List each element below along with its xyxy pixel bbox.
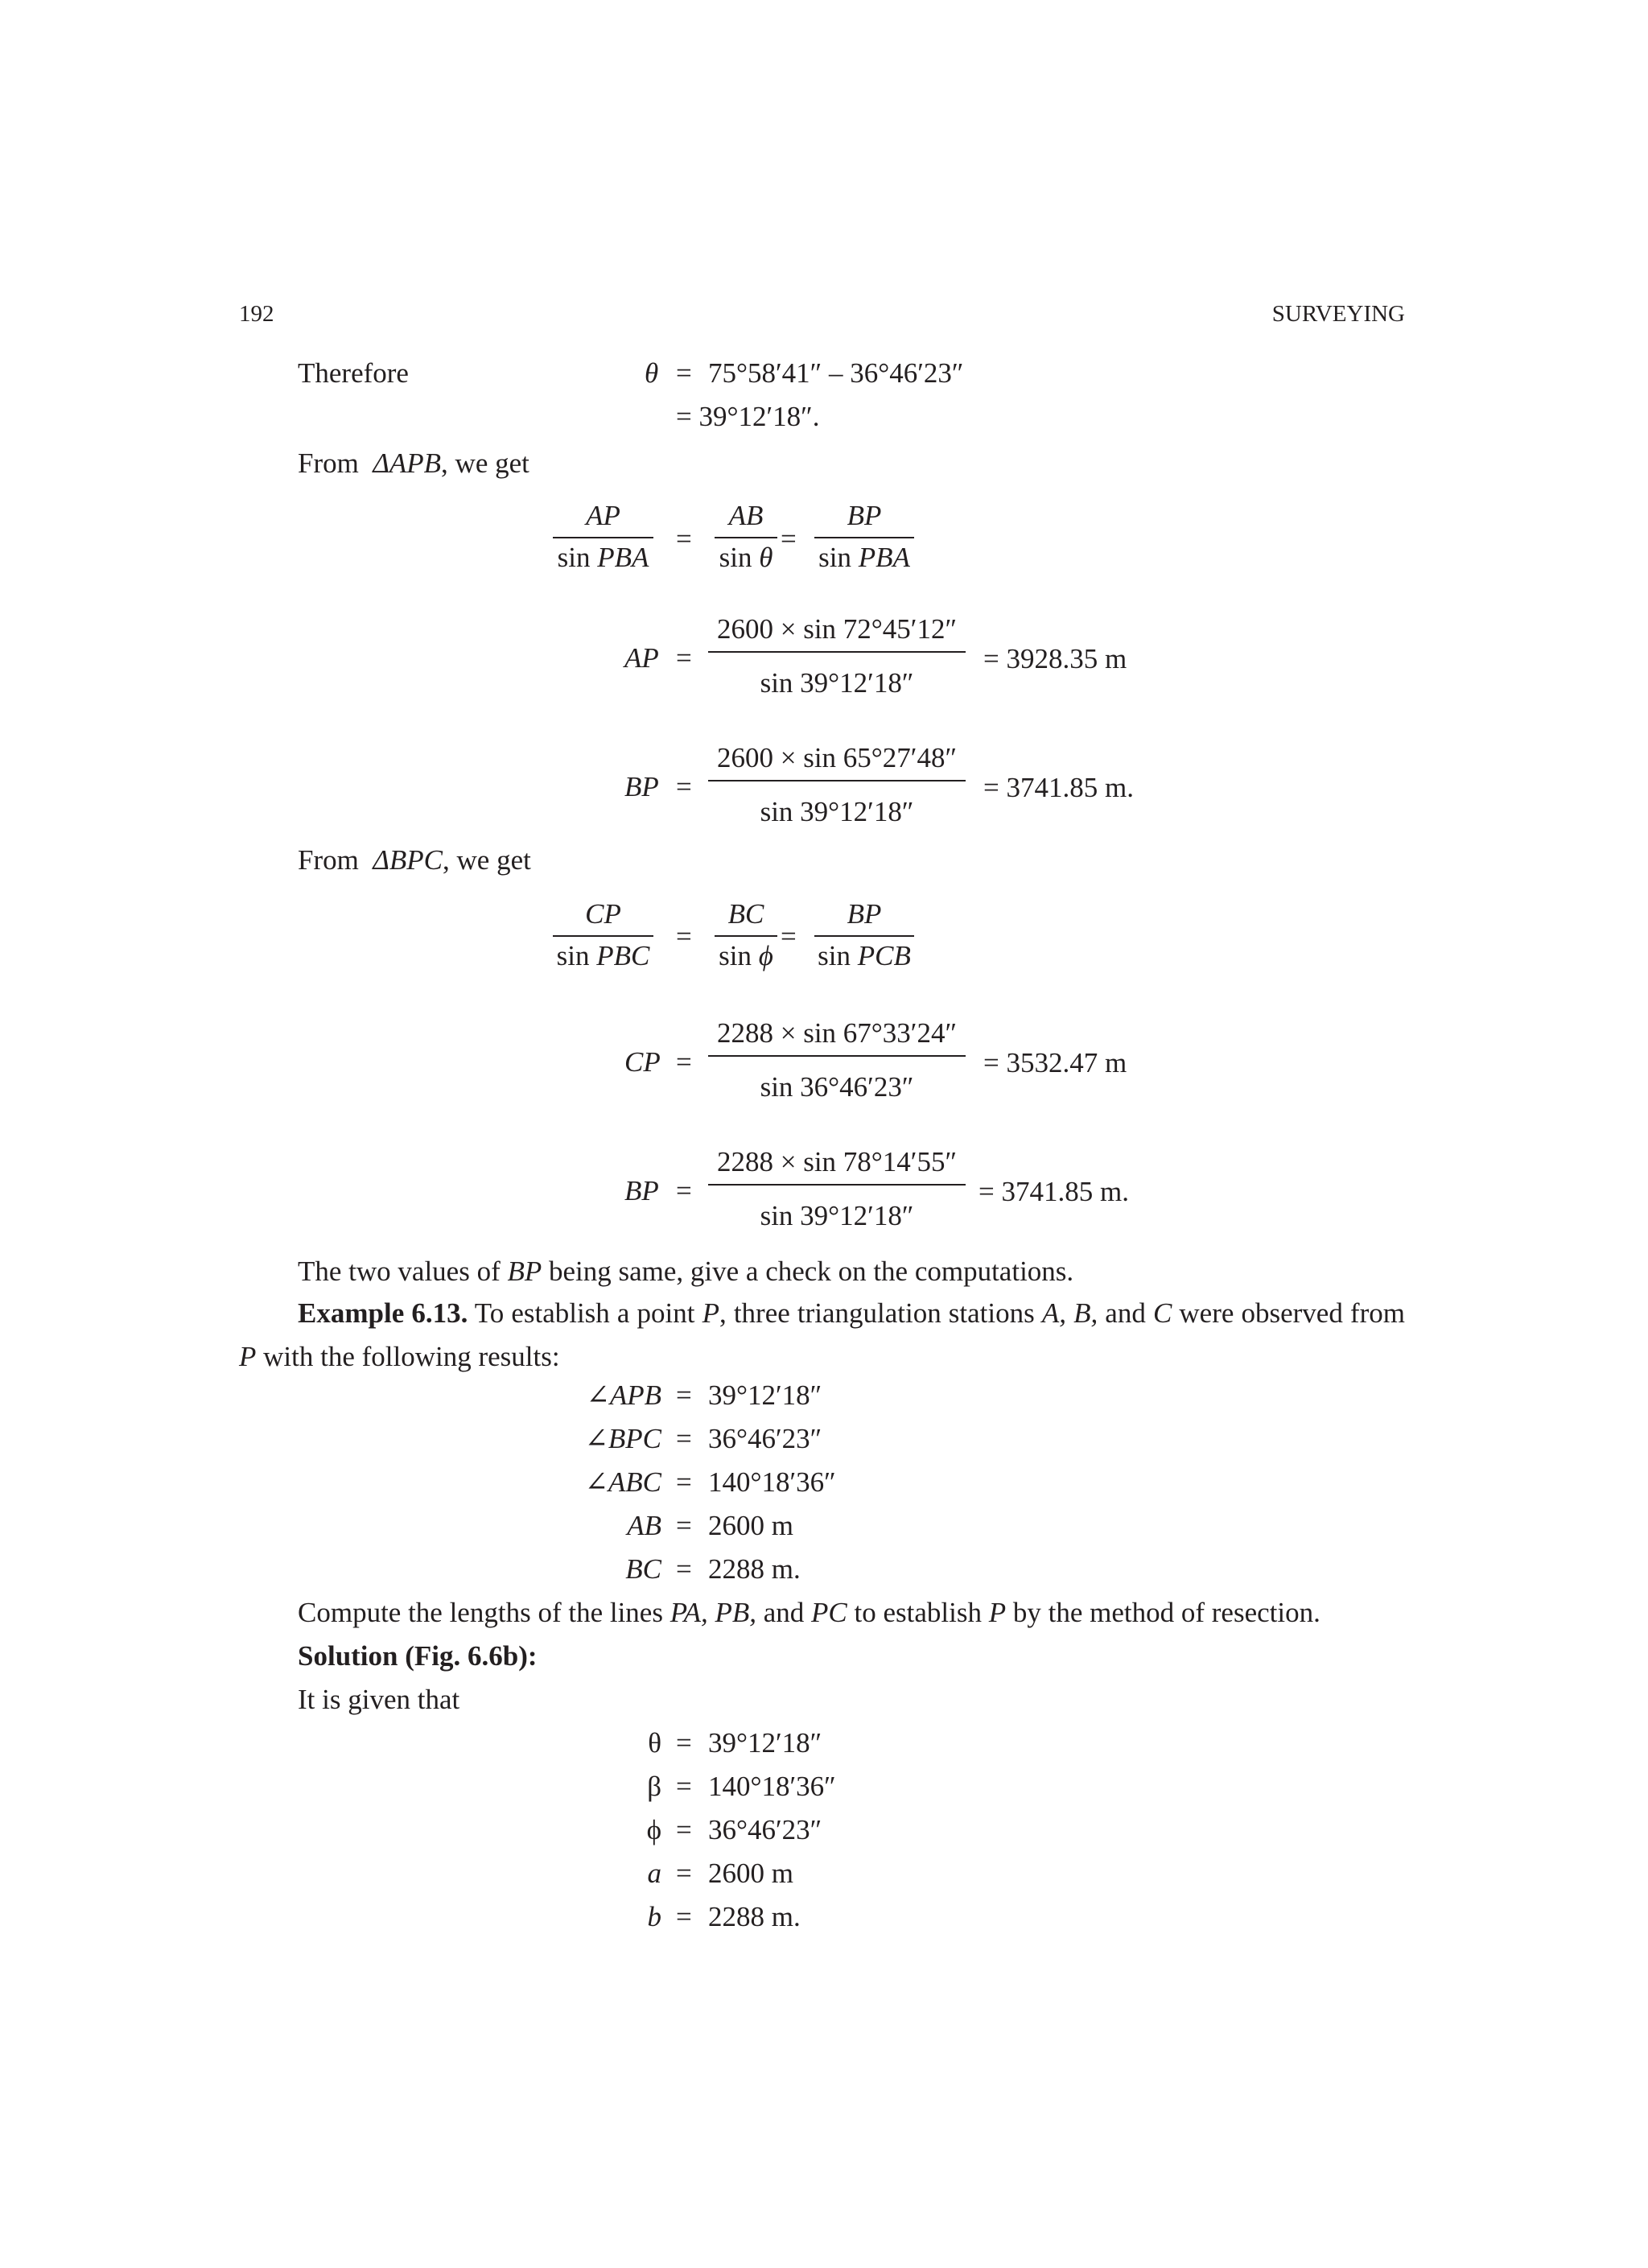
compute-text: Compute the lengths of the lines: [298, 1597, 670, 1628]
ratio-denominator-theta: [715, 543, 777, 571]
ratio-numerator-ab: AB: [728, 500, 764, 531]
value-phi: 36°46′23″: [708, 1814, 822, 1845]
stations-ab: A, B,: [1041, 1297, 1098, 1329]
value-b: 2288 m.: [708, 1901, 801, 1932]
value-symbol-a: a: [647, 1858, 661, 1889]
equals-sign: =: [676, 1046, 692, 1078]
fraction-bar: [553, 537, 653, 538]
value-symbol-phi: ϕ: [646, 1814, 661, 1845]
bp-result: = 3741.85 m.: [978, 1176, 1129, 1207]
fraction-bar: [814, 935, 914, 937]
check-sentence: [298, 1257, 1073, 1285]
we-get: , we get: [441, 447, 529, 479]
ratio-denominator-pba: [814, 543, 914, 571]
triangle-apb: ΔAPB: [373, 447, 442, 479]
equals-sign: =: [676, 1175, 692, 1206]
angle-pcb: PCB: [857, 940, 911, 971]
sin-word: sin: [719, 542, 752, 573]
sin-word: sin: [719, 940, 752, 971]
compute-text: and: [756, 1597, 812, 1628]
page-number: 192: [239, 301, 274, 327]
we-get: , we get: [443, 844, 531, 876]
fraction-bar: [708, 780, 966, 781]
bp-numerator: 2600 × sin 65°27′48″: [716, 742, 958, 773]
bp-denominator: sin 39°12′18″: [760, 1200, 914, 1231]
example-text: To establish a point: [468, 1297, 702, 1329]
fraction-bar: [715, 537, 777, 538]
equals-sign: =: [676, 1379, 692, 1411]
example-text: , three triangulation stations: [719, 1297, 1042, 1329]
station-c: C: [1152, 1297, 1172, 1329]
example-paragraph: [239, 1292, 1405, 1379]
equals-sign: =: [676, 642, 692, 674]
fraction-bar: [708, 1184, 966, 1186]
ap-denominator: sin 39°12′18″: [760, 667, 914, 699]
given-that-label: It is given that: [298, 1684, 460, 1715]
compute-sentence: [298, 1598, 1320, 1627]
equals-sign: =: [676, 921, 692, 952]
sin-word: sin: [557, 542, 591, 573]
value-a: 2600 m: [708, 1858, 793, 1889]
equals-sign: =: [676, 1771, 692, 1802]
theta-difference: 75°58′41″ – 36°46′23″: [708, 357, 964, 389]
given-value-bpc: 36°46′23″: [708, 1423, 822, 1454]
fraction-bar: [715, 935, 777, 937]
example-text: and: [1098, 1297, 1153, 1329]
theta-symbol: θ: [645, 357, 659, 389]
given-value-abc: 140°18′36″: [708, 1466, 836, 1498]
example-label: Example 6.13.: [298, 1297, 468, 1329]
angle-pba: PBA: [858, 542, 910, 573]
bp-numerator: 2288 × sin 78°14′55″: [716, 1146, 958, 1177]
ap-numerator: 2600 × sin 72°45′12″: [716, 613, 958, 645]
sin-word: sin: [556, 940, 590, 971]
angle-pba: PBA: [597, 542, 649, 573]
equals-sign: =: [676, 1466, 692, 1498]
ratio-denominator-pbc: [553, 942, 653, 970]
sin-word: sin: [818, 940, 851, 971]
example-text: with the following results:: [256, 1341, 560, 1372]
given-symbol-bc: BC: [625, 1553, 661, 1585]
equals-sign: =: [676, 1901, 692, 1932]
equals-sign: =: [676, 1858, 692, 1889]
value-symbol-beta: β: [647, 1771, 661, 1802]
angle-pbc: PBC: [596, 940, 650, 971]
equals-sign: =: [676, 1510, 692, 1541]
equals-sign: =: [676, 523, 692, 555]
equals-sign: =: [781, 523, 797, 555]
sin-word: sin: [818, 542, 851, 573]
cp-label: CP: [624, 1046, 661, 1078]
equals-sign: =: [676, 1727, 692, 1759]
fraction-bar: [553, 935, 653, 937]
ratio-numerator-cp: CP: [585, 898, 621, 930]
value-theta: 39°12′18″: [708, 1727, 822, 1759]
ratio-numerator-bc: BC: [727, 898, 764, 930]
therefore-label: Therefore: [298, 357, 409, 389]
from-triangle-bpc: [298, 846, 531, 874]
given-symbol-bpc: ∠BPC: [584, 1423, 661, 1454]
value-symbol-b: b: [647, 1901, 661, 1932]
fraction-bar: [708, 651, 966, 653]
equals-sign: =: [676, 1814, 692, 1845]
triangle-bpc: ΔBPC: [373, 844, 443, 876]
equals-sign: =: [676, 771, 692, 802]
from-word: From: [298, 447, 359, 479]
ap-label: AP: [624, 642, 659, 674]
compute-text: to establish: [847, 1597, 989, 1628]
from-word: From: [298, 844, 359, 876]
ratio-numerator-bp: BP: [847, 898, 882, 930]
value-symbol-theta: θ: [648, 1727, 661, 1759]
example-text: were observed from: [1172, 1297, 1405, 1329]
ratio-denominator-pcb: [814, 942, 914, 970]
line-pc: PC: [811, 1597, 847, 1628]
equals-sign: =: [781, 921, 797, 952]
equals-sign: =: [676, 357, 692, 389]
given-value-apb: 39°12′18″: [708, 1379, 822, 1411]
ap-result: = 3928.35 m: [983, 643, 1127, 674]
theta-result: = 39°12′18″.: [676, 401, 820, 432]
point-p: P: [702, 1297, 719, 1329]
bp-result: = 3741.85 m.: [983, 772, 1134, 803]
phi-symbol: ϕ: [758, 940, 773, 971]
bp-label: BP: [624, 1175, 659, 1206]
ratio-denominator-phi: [715, 942, 777, 970]
given-symbol-abc: ∠ABC: [584, 1466, 661, 1498]
given-value-bc: 2288 m.: [708, 1553, 801, 1585]
given-symbol-apb: ∠APB: [586, 1379, 661, 1411]
point-p: P: [239, 1341, 257, 1372]
fraction-bar: [814, 537, 914, 538]
equals-sign: =: [676, 1423, 692, 1454]
bp-symbol: BP: [507, 1256, 542, 1287]
check-text: being same, give a check on the computations.: [542, 1256, 1074, 1287]
ratio-numerator-ap: AP: [586, 500, 620, 531]
bp-label: BP: [624, 771, 659, 802]
solution-heading: Solution (Fig. 6.6b):: [298, 1640, 538, 1672]
cp-numerator: 2288 × sin 67°33′24″: [716, 1017, 958, 1049]
given-value-ab: 2600 m: [708, 1510, 793, 1541]
given-symbol-ab: AB: [627, 1510, 661, 1541]
fraction-bar: [708, 1055, 966, 1057]
ratio-denominator-pba: [553, 543, 653, 571]
check-text: The two values of: [298, 1256, 508, 1287]
compute-text: by the method of resection.: [1006, 1597, 1320, 1628]
value-beta: 140°18′36″: [708, 1771, 836, 1802]
point-p: P: [988, 1597, 1007, 1628]
running-title: SURVEYING: [1271, 301, 1405, 327]
ratio-numerator-bp: BP: [847, 500, 882, 531]
equals-sign: =: [676, 1553, 692, 1585]
bp-denominator: sin 39°12′18″: [760, 796, 914, 827]
lines-pa-pb: PA, PB,: [670, 1597, 756, 1628]
theta-symbol: θ: [759, 542, 773, 573]
cp-denominator: sin 36°46′23″: [760, 1071, 914, 1103]
cp-result: = 3532.47 m: [983, 1047, 1127, 1078]
from-triangle-apb: [298, 449, 529, 477]
